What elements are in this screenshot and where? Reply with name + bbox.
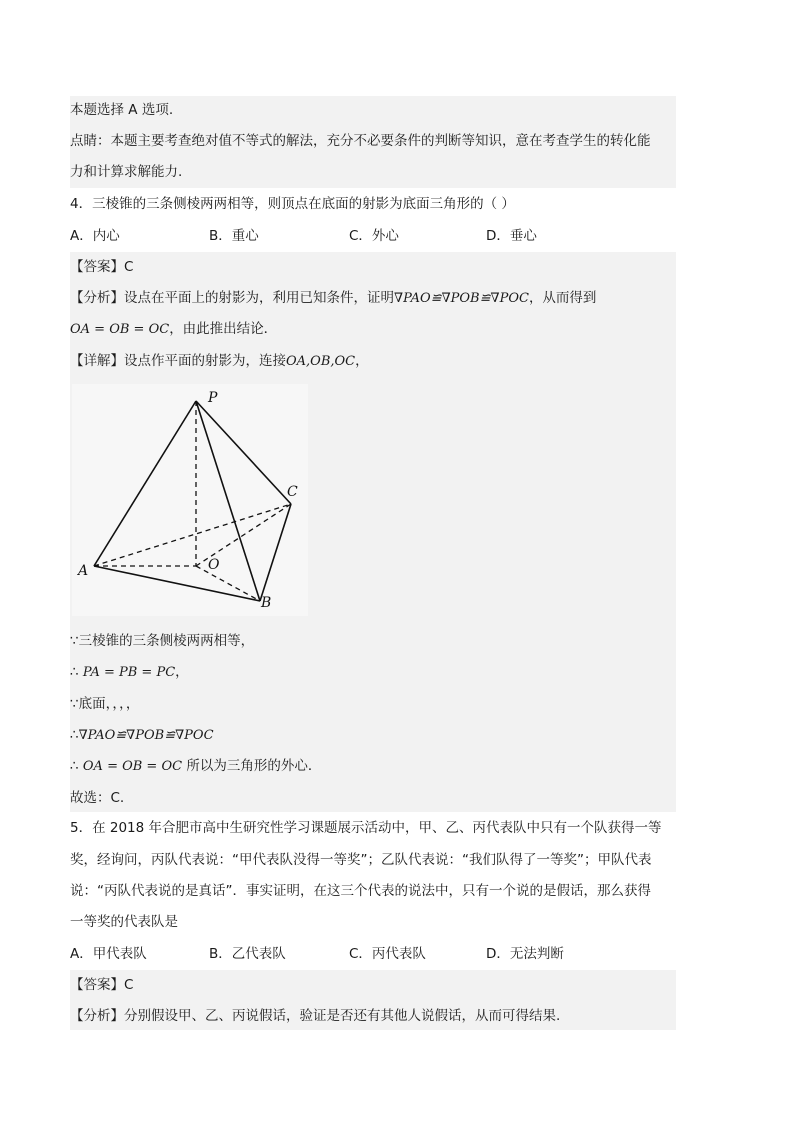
q5-options — [70, 944, 670, 964]
q4-option-d: D．垂心 — [486, 228, 537, 244]
q4-conclusion: 故选：C. — [70, 790, 125, 806]
q4-analysis-suffix: ，从而得到 — [528, 290, 597, 306]
q4-analysis-prefix: 【分析】设点在平面上的射影为，利用已知条件，证明 — [70, 290, 394, 306]
q5-option-b: B．乙代表队 — [209, 946, 286, 962]
q4-analysis-line-2 — [70, 319, 277, 340]
q4-analysis-math: ∇PAO≌∇POB≌∇POC — [394, 291, 529, 306]
prev-line-3: 力和计算求解能力. — [70, 164, 183, 180]
q4-question: 4．三棱锥的三条侧棱两两相等，则顶点在底面的射影为底面三角形的（ ） — [70, 196, 515, 212]
label-c: C — [287, 484, 298, 500]
label-a: A — [78, 563, 89, 579]
q4-step2-math: PA = PB = PC — [82, 665, 176, 680]
q4-detail-line — [70, 351, 369, 372]
q4-step-5 — [70, 756, 321, 777]
q4-analysis-line-1 — [70, 288, 596, 309]
q5-option-c: C．丙代表队 — [349, 946, 426, 962]
q4-step-2 — [70, 662, 189, 683]
q5-analysis: 【分析】分别假设甲、乙、丙说假话，验证是否还有其他人说假话，从而可得结果. — [70, 1008, 561, 1024]
q4-option-a: A．内心 — [70, 228, 120, 244]
q4-step2-prefix: ∴ — [70, 664, 83, 680]
q5-line-4: 一等奖的代表队是 — [70, 914, 178, 930]
q4-detail-prefix: 【详解】设点作平面的射影为，连接 — [70, 353, 286, 369]
q4-step4-math: ∇PAO≌∇POB≌∇POC — [78, 728, 214, 743]
q4-option-c: C．外心 — [349, 228, 399, 244]
q5-line-1: 5．在 2018 年合肥市高中生研究性学习课题展示活动中，甲、乙、丙代表队中只有一个队获得一等 — [70, 820, 662, 836]
q4-detail-math: OA,OB,OC — [286, 354, 356, 369]
prev-line-2: 点睛：本题主要考查绝对值不等式的解法，充分不必要条件的判断等知识，意在考查学生的转化能 — [70, 133, 651, 149]
q4-step-1: ∵三棱锥的三条侧棱两两相等， — [70, 633, 255, 649]
label-p: P — [208, 390, 218, 406]
q4-step5-math: OA = OB = OC — [82, 759, 183, 774]
q4-detail-suffix: ， — [355, 353, 369, 369]
q5-answer: 【答案】C — [70, 977, 134, 993]
q4-step-4 — [70, 725, 214, 746]
label-o: O — [208, 557, 220, 573]
q4-analysis-line2-math: OA = OB = OC — [70, 322, 170, 337]
q4-step4-prefix: ∴ — [70, 727, 79, 743]
prev-line-1: 本题选择 A 选项. — [70, 102, 174, 118]
label-b: B — [261, 595, 272, 611]
q4-step-3: ∵底面，，，， — [70, 696, 140, 712]
q4-options — [70, 226, 670, 246]
q4-step5-prefix: ∴ — [70, 758, 83, 774]
q5-option-d: D．无法判断 — [486, 946, 564, 962]
tetrahedron-diagram — [72, 384, 308, 616]
q5-line-3: 说：“丙队代表说的是真话”．事实证明，在这三个代表的说法中，只有一个说的是假话，那么获得 — [70, 883, 651, 899]
q4-analysis-line2-text: ，由此推出结论． — [169, 321, 278, 337]
q4-answer: 【答案】C — [70, 259, 134, 275]
q4-step5-suffix: 所以为三角形的外心． — [182, 758, 322, 774]
q5-option-a: A．甲代表队 — [70, 946, 147, 962]
q5-line-2: 奖，经询问，丙队代表说：“甲代表队没得一等奖”；乙队代表说：“我们队得了一等奖”；甲队代表 — [70, 852, 652, 868]
tetrahedron-figure — [72, 384, 308, 616]
q4-option-b: B．重心 — [209, 228, 259, 244]
q4-step2-suffix: ， — [175, 664, 189, 680]
